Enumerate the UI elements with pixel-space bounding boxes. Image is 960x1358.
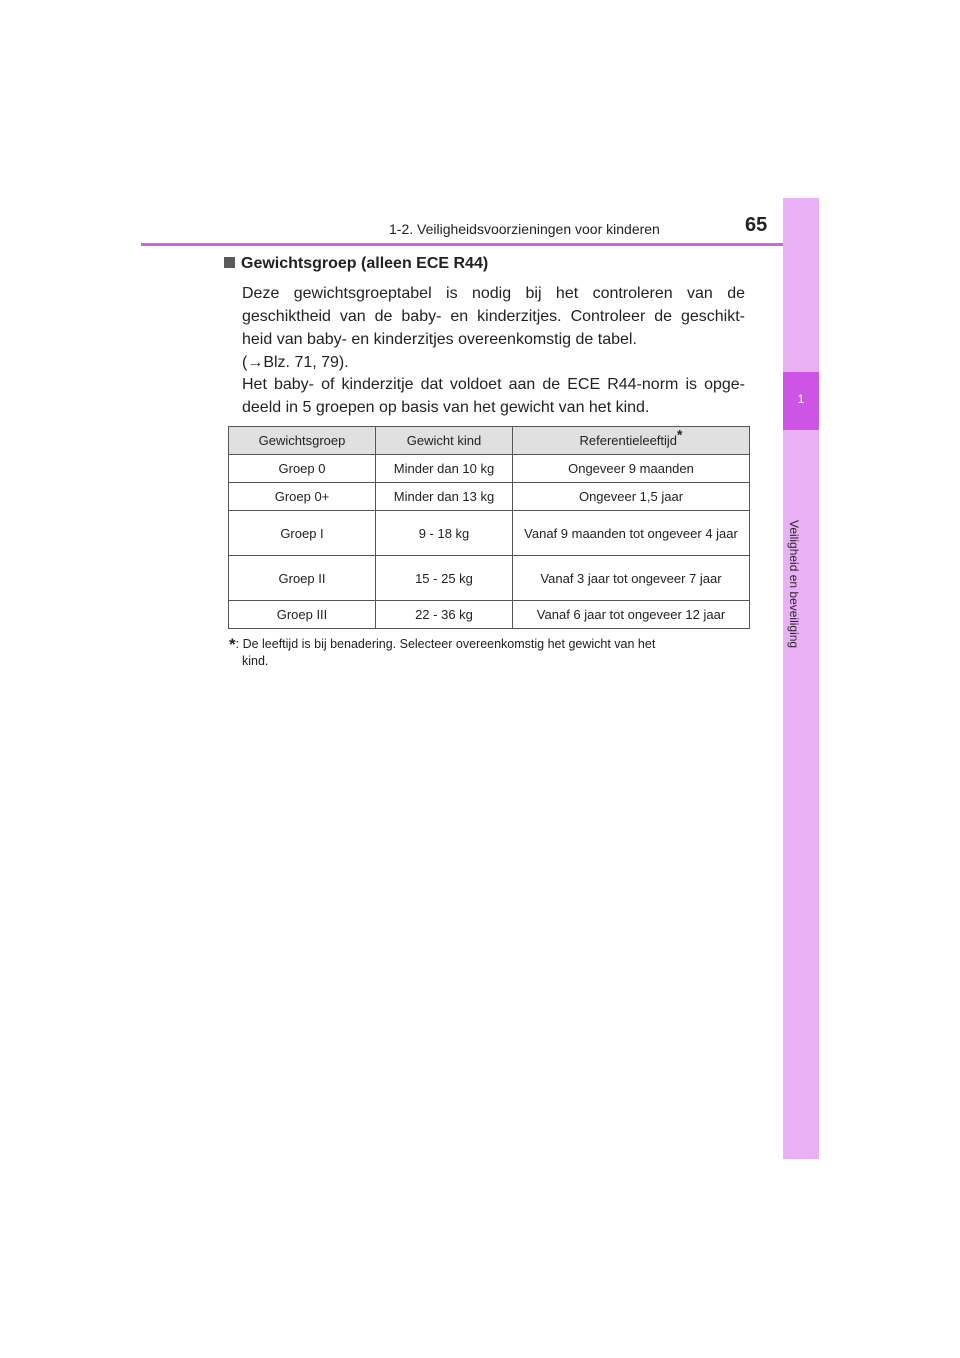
table-cell: 15 - 25 kg <box>376 556 513 601</box>
paragraph-line: deeld in 5 groepen op basis van het gewicht van het kind. <box>242 399 650 416</box>
paragraph-groups-description <box>242 373 745 419</box>
page-reference: (→Blz. 71, 79). <box>242 354 349 371</box>
chapter-number: 1 <box>797 392 805 406</box>
paragraph-line: heid van baby- en kinderzitjes overeenkomstig de tabel. <box>242 331 637 348</box>
table-cell: Vanaf 3 jaar tot ongeveer 7 jaar <box>513 556 750 601</box>
table-cell: Groep 0 <box>229 455 376 483</box>
paragraph-weight-table-intro <box>242 282 745 374</box>
table-cell: Groep I <box>229 511 376 556</box>
section-heading-text: Gewichtsgroep (alleen ECE R44) <box>241 255 489 272</box>
section-heading <box>224 255 488 273</box>
table-cell: Minder dan 10 kg <box>376 455 513 483</box>
column-header-child-weight: Gewicht kind <box>376 427 513 455</box>
table-row <box>229 483 750 511</box>
table-cell: Vanaf 6 jaar tot ongeveer 12 jaar <box>513 601 750 629</box>
square-bullet-icon <box>224 257 235 268</box>
table-cell: Ongeveer 9 maanden <box>513 455 750 483</box>
table-cell: Groep III <box>229 601 376 629</box>
table-row <box>229 601 750 629</box>
table-cell: 9 - 18 kg <box>376 511 513 556</box>
table-cell: Minder dan 13 kg <box>376 483 513 511</box>
column-header-reference-age <box>513 427 750 455</box>
chapter-side-tab <box>783 198 819 1159</box>
paragraph-line: Deze gewichtsgroeptabel is nodig bij het controleren van de <box>242 285 745 302</box>
running-header: 1-2. Veiligheidsvoorzieningen voor kinderen <box>389 221 660 237</box>
table-row <box>229 556 750 601</box>
page-number: 65 <box>745 214 768 236</box>
paragraph-line: geschiktheid van de baby- en kinderzitjes. Controleer de geschikt- <box>242 308 745 325</box>
table-cell: Groep 0+ <box>229 483 376 511</box>
column-header-weight-group: Gewichtsgroep <box>229 427 376 455</box>
table-footnote <box>229 636 747 670</box>
table-row <box>229 511 750 556</box>
column-header-reference-age-text: Referentieleeftijd <box>579 433 678 448</box>
footnote-marker: * <box>677 426 683 443</box>
weight-group-table <box>228 426 750 629</box>
footnote-line <box>229 636 747 653</box>
table-row <box>229 455 750 483</box>
footnote-star: * <box>229 635 236 654</box>
table-cell: Groep II <box>229 556 376 601</box>
table-cell: 22 - 36 kg <box>376 601 513 629</box>
header-rule <box>141 243 819 246</box>
footnote-text: : De leeftijd is bij benadering. Selecteer overeenkomstig het gewicht van het <box>235 637 656 651</box>
chapter-label: Veiligheid en beveiliging <box>787 520 801 649</box>
table-cell: Ongeveer 1,5 jaar <box>513 483 750 511</box>
table-cell: Vanaf 9 maanden tot ongeveer 4 jaar <box>513 511 750 556</box>
table-header-row <box>229 427 750 455</box>
paragraph-line: Het baby- of kinderzitje dat voldoet aan de ECE R44-norm is opge- <box>242 376 745 393</box>
footnote-continuation: kind. <box>242 654 269 668</box>
